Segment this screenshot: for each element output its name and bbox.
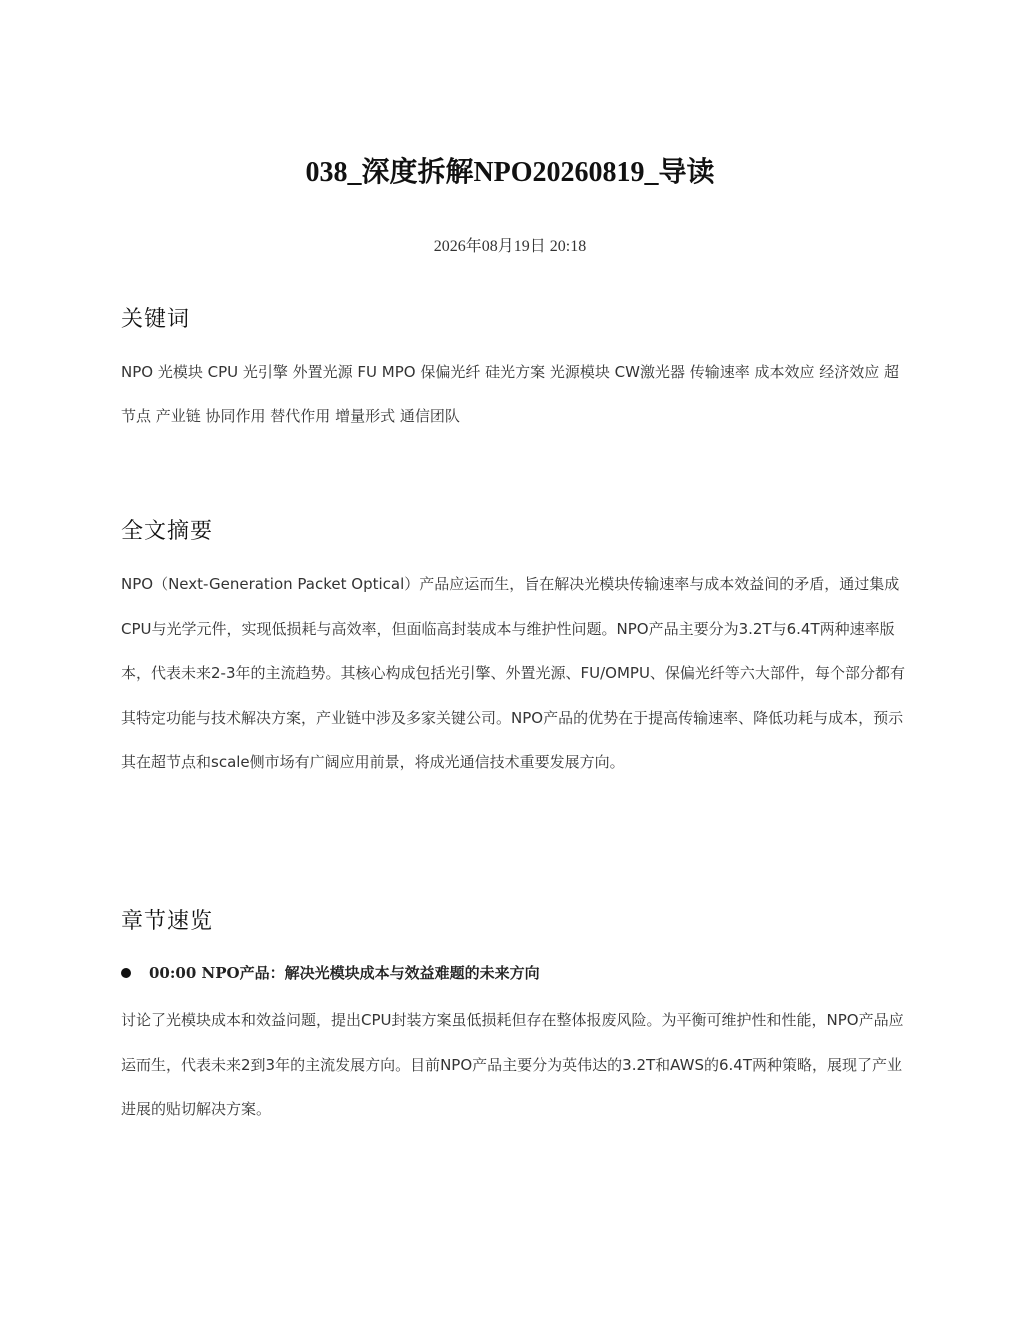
bullet-dot-icon bbox=[121, 968, 131, 978]
summary-text: NPO（Next-Generation Packet Optical）产品应运而生，旨在解决光模块传输速率与成本效益间的矛盾，通过集成CPU与光学元件，实现低损耗与高效率，但面临高封装成本与维护性问题。NPO产品主要分为3.2T与6.4T两种速率版本，代表未来2-3年的主流趋势。其核心构成包括光引擎、外置光源、FU/OMPU、保偏光纤等六大部件，每个部分都有其特定功能与技术解决方案，产业链中涉及多家关键公司。NPO产品的优势在于提高传输速率、降低功耗与成本，预示其在超节点和scale侧市场有广阔应用前景，将成光通信技术重要发展方向。 bbox=[121, 575, 905, 771]
keywords-heading: 关键词 bbox=[121, 307, 191, 332]
keywords-text: NPO 光模块 CPU 光引擎 外置光源 FU MPO 保偏光纤 硅光方案 光源模块 CW激光器 传输速率 成本效应 经济效应 超节点 产业链 协同作用 替代作用 增量形式 通信团队 bbox=[121, 363, 900, 425]
summary-heading: 全文摘要 bbox=[121, 519, 214, 544]
document-date: 2026年08月19日 20:18 bbox=[433, 238, 587, 255]
chapter-description: 讨论了光模块成本和效益问题，提出CPU封装方案虽低损耗但存在整体报废风险。为平衡可维护性和性能，NPO产品应运而生，代表未来2到3年的主流发展方向。目前NPO产品主要分为英伟达的3.2T和AWS的6.4T两种策略，展现了产业进展的贴切解决方案。 bbox=[121, 1011, 904, 1118]
chapter-item bbox=[121, 962, 906, 983]
chapters-heading: 章节速览 bbox=[121, 909, 214, 934]
document-title: 038_深度拆解NPO20260819_导读 bbox=[305, 157, 715, 188]
chapter-title: 00:00 NPO产品：解决光模块成本与效益难题的未来方向 bbox=[149, 964, 540, 982]
